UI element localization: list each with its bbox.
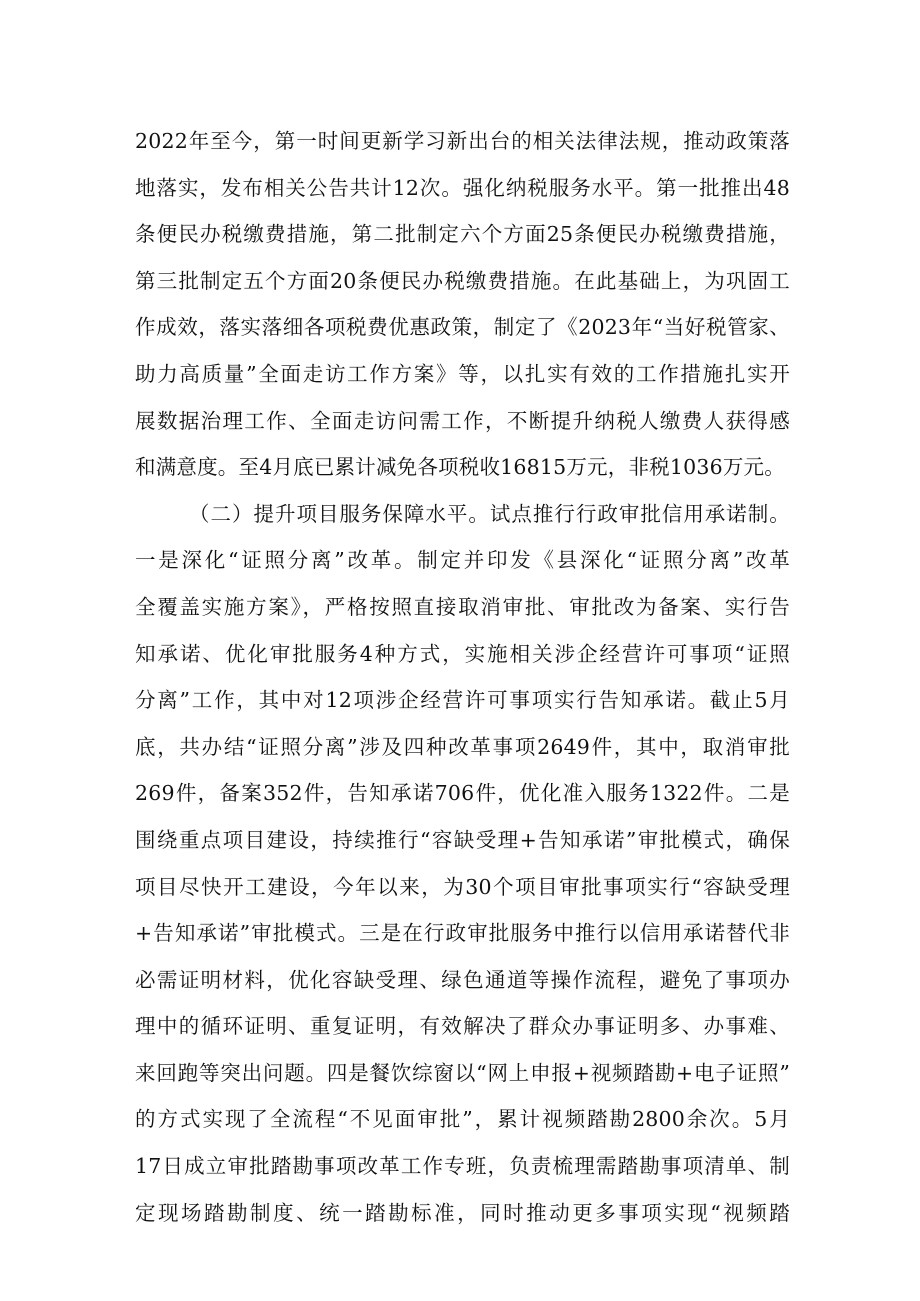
text-line: 17日成立审批踏勘事项改革工作专班，负责梳理需踏勘事项清单、制	[135, 1154, 790, 1179]
text-line: 269件，备案352件，告知承诺706件，优化准入服务1322件。二是	[135, 781, 790, 806]
text-line: 地落实，发布相关公告共计12次。强化纳税服务水平。第一批推出48	[135, 175, 790, 200]
text-line: 和满意度。至4月底已累计减免各项税收16815万元，非税1036万元。	[135, 455, 785, 480]
text-line: 必需证明材料，优化容缺受理、绿色通道等操作流程，避免了事项办	[135, 967, 790, 992]
text-line: +告知承诺”审批模式。三是在行政审批服务中推行以信用承诺替代非	[135, 921, 790, 946]
text-line: 作成效，落实落细各项税费优惠政策，制定了《2023年“当好税管家、	[135, 315, 790, 340]
text-line: 展数据治理工作、全面走访问需工作，不断提升纳税人缴费人获得感	[135, 408, 790, 433]
text-line: 第三批制定五个方面20条便民办税缴费措施。在此基础上，为巩固工	[135, 268, 790, 293]
text-line: 条便民办税缴费措施，第二批制定六个方面25条便民办税缴费措施，	[135, 222, 790, 247]
body-text	[135, 118, 790, 1236]
text-line: 围绕重点项目建设，持续推行“容缺受理+告知承诺”审批模式，确保	[135, 827, 790, 852]
text-line: 2022年至今，第一时间更新学习新出台的相关法律法规，推动政策落	[135, 129, 790, 153]
text-line: 助力高质量”全面走访工作方案》等，以扎实有效的工作措施扎实开	[135, 361, 790, 386]
text-line: 理中的循环证明、重复证明，有效解决了群众办事证明多、办事难、	[135, 1014, 790, 1039]
text-line: 分离”工作，其中对12项涉企经营许可事项实行告知承诺。截止5月	[135, 688, 790, 713]
section-heading-line: （二）提升项目服务保障水平。试点推行行政审批信用承诺制。	[189, 501, 790, 526]
text-line: 的方式实现了全流程“不见面审批”，累计视频踏勘2800余次。5月	[135, 1107, 790, 1132]
text-line: 来回跑等突出问题。四是餐饮综窗以“网上申报+视频踏勘+电子证照”	[135, 1060, 790, 1085]
text-line: 知承诺、优化审批服务4种方式，实施相关涉企经营许可事项“证照	[135, 641, 790, 666]
text-line: 一是深化“证照分离”改革。制定并印发《县深化“证照分离”改革	[135, 548, 790, 573]
text-line: 项目尽快开工建设，今年以来，为30个项目审批事项实行“容缺受理	[135, 874, 790, 899]
text-line: 底，共办结“证照分离”涉及四种改革事项2649件，其中，取消审批	[135, 734, 790, 759]
text-line: 定现场踏勘制度、统一踏勘标准，同时推动更多事项实现“视频踏	[135, 1200, 790, 1225]
text-line: 全覆盖实施方案》，严格按照直接取消审批、审批改为备案、实行告	[135, 594, 790, 619]
